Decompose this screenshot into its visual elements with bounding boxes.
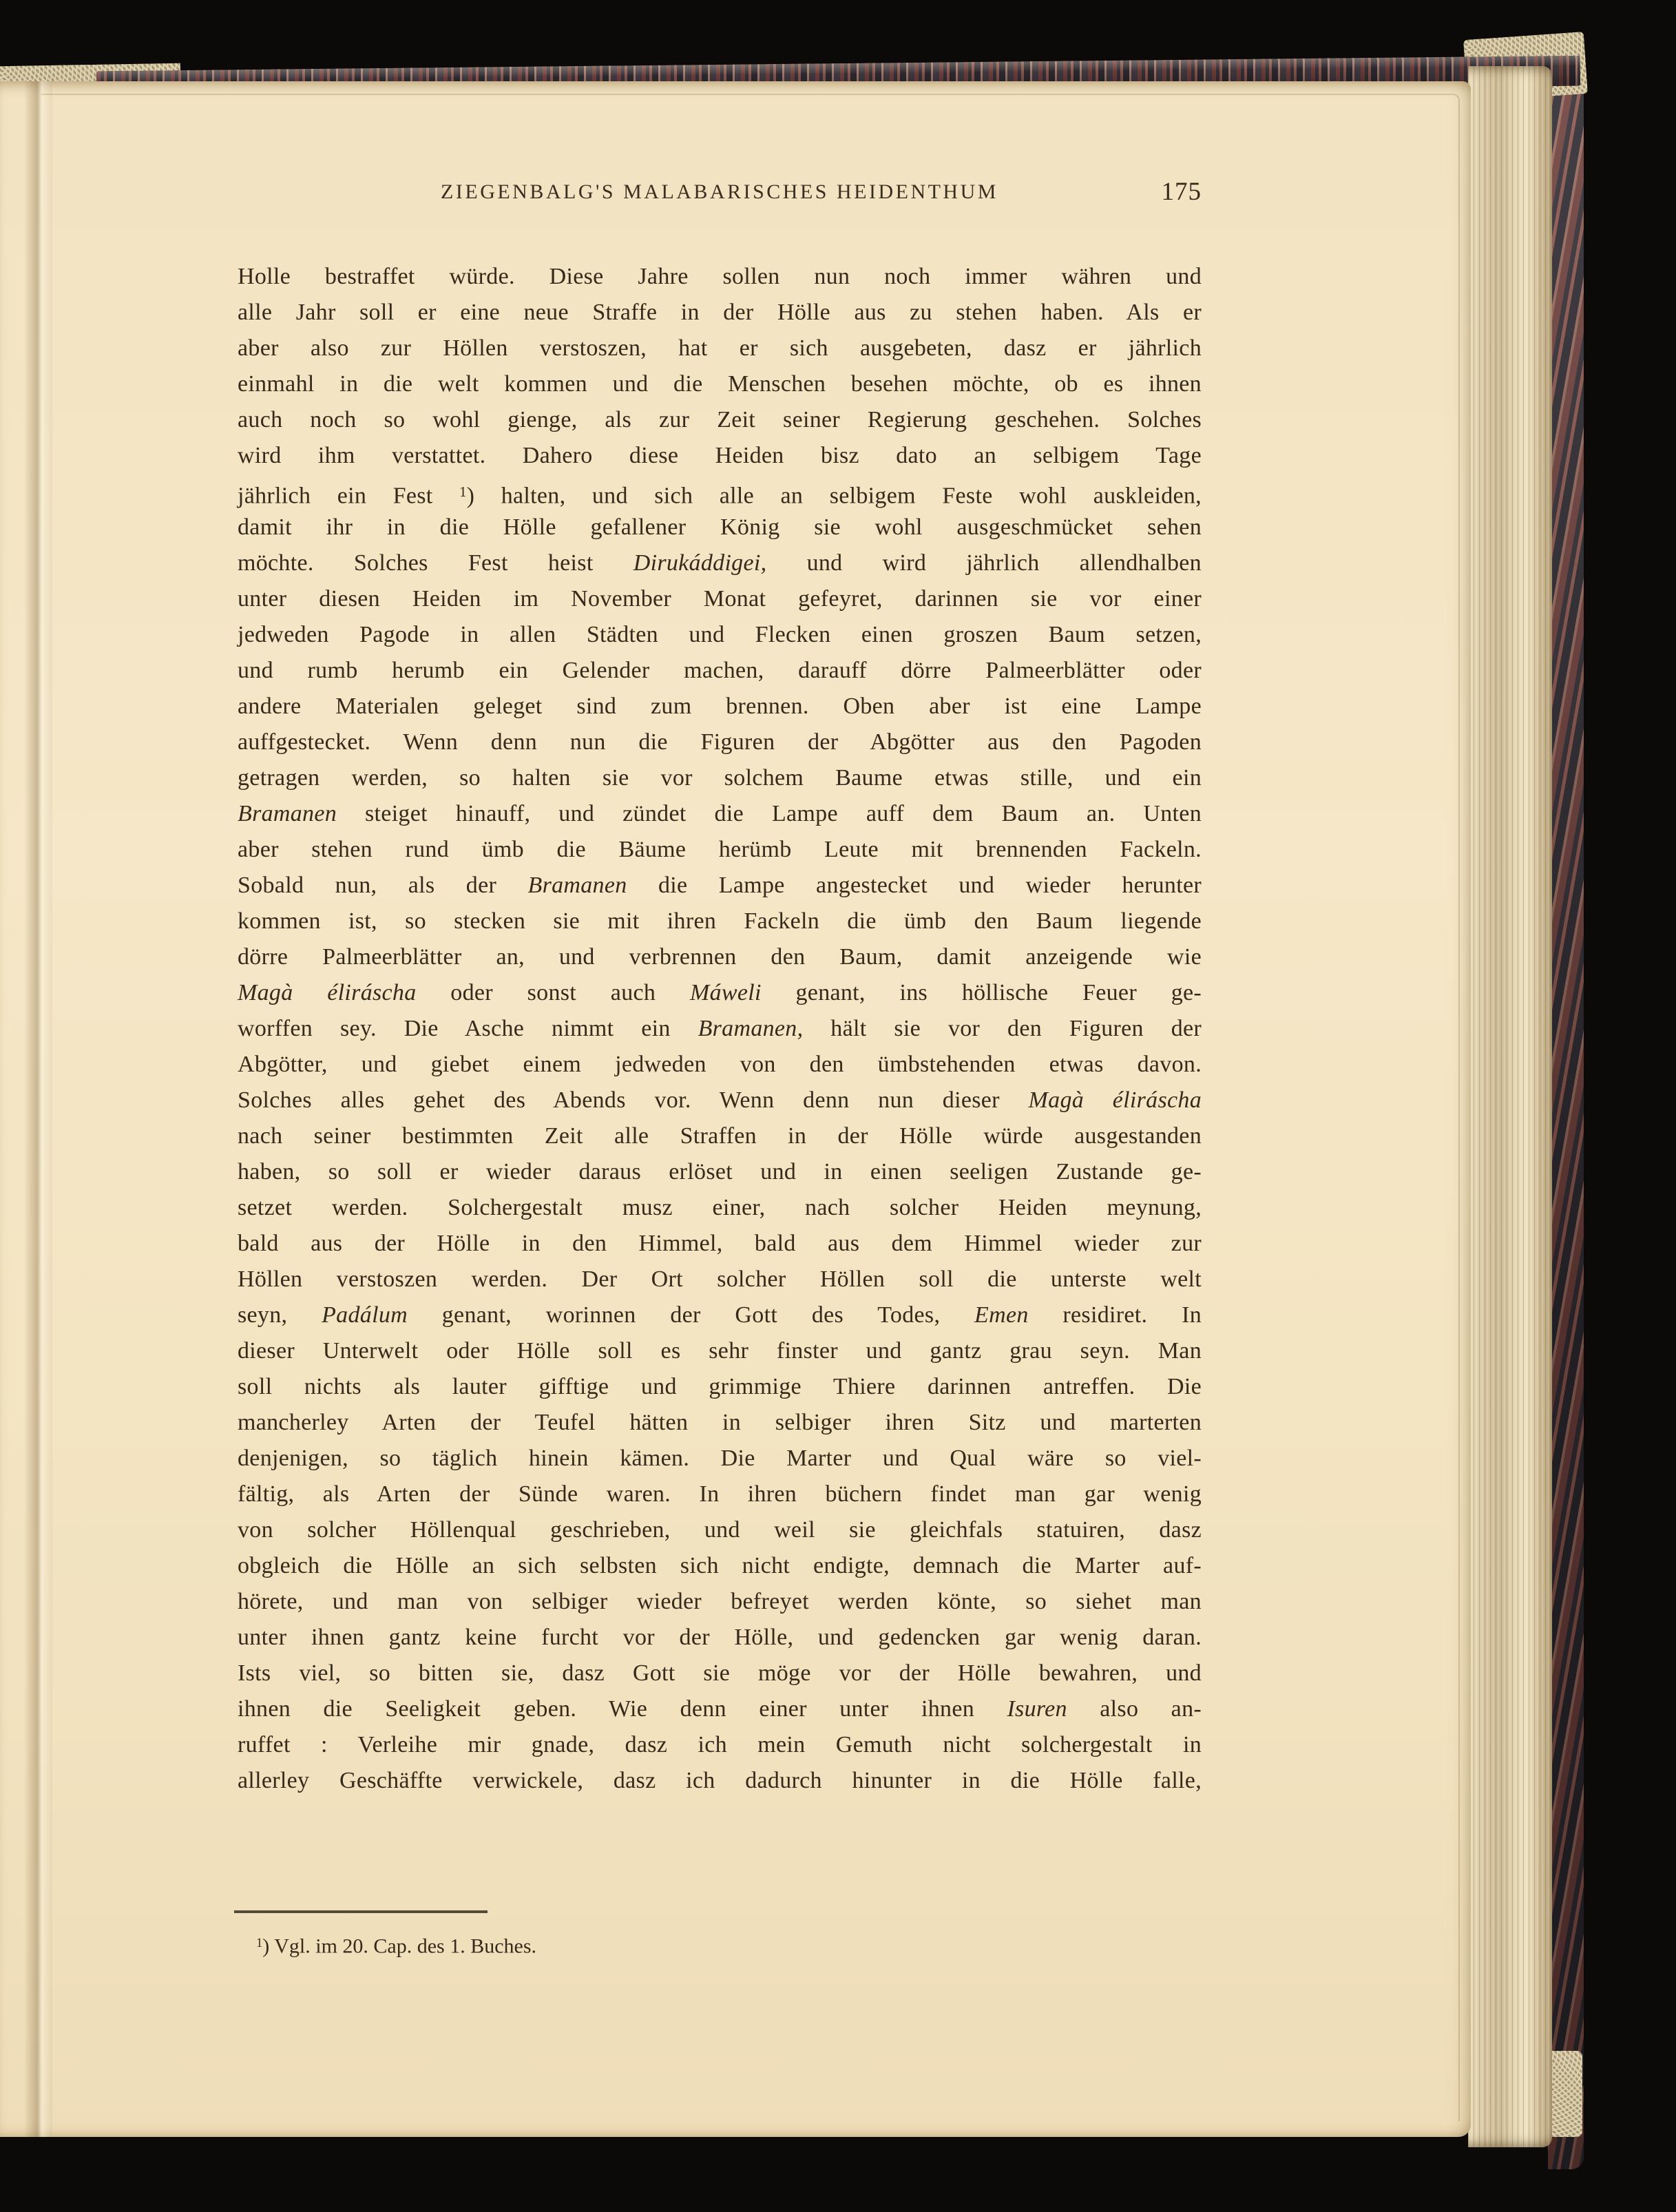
text-line: aber also zur Höllen verstoszen, hat er sich ausgebeten, dasz er jährlich bbox=[238, 335, 1202, 361]
text-line: hörete, und man von selbiger wieder befreyet werden könte, so siehet man bbox=[238, 1589, 1202, 1614]
text-line: Solches alles gehet des Abends vor. Wenn denn nun dieser Magà éliráscha bbox=[238, 1087, 1202, 1113]
body-text bbox=[238, 259, 1202, 1799]
text-line: Höllen verstoszen werden. Der Ort solcher Höllen soll die unterste welt bbox=[238, 1266, 1202, 1292]
text-line: auffgestecket. Wenn denn nun die Figuren der Abgötter aus den Pagoden bbox=[238, 729, 1202, 755]
page-number: 175 bbox=[1161, 178, 1202, 206]
text-line: mancherley Arten der Teufel hätten in selbiger ihren Sitz und marterten bbox=[238, 1410, 1202, 1435]
text-line: haben, so soll er wieder daraus erlöset und in einen seeligen Zustande ge- bbox=[238, 1159, 1202, 1185]
text-line: jährlich ein Fest $^1$) halten, und sich alle an selbigem Feste wohl auskleiden, bbox=[238, 483, 1202, 509]
footnote-text: $^1$) Vgl. im 20. Cap. des 1. Buches. bbox=[256, 1934, 537, 1958]
text-line: soll nichts als lauter gifftige und grimmige Thiere darinnen antreffen. Die bbox=[238, 1374, 1202, 1399]
text-line: dörre Palmeerblätter an, und verbrennen den Baum, damit anzeigende wie bbox=[238, 944, 1202, 970]
text-line: Bramanen steiget hinauff, und zündet die Lampe auff dem Baum an. Unten bbox=[238, 801, 1202, 826]
text-line: seyn, Padálum genant, worinnen der Gott des Todes, Emen residiret. In bbox=[238, 1302, 1202, 1328]
text-line: von solcher Höllenqual geschrieben, und weil sie gleichfals statuiren, dasz bbox=[238, 1517, 1202, 1543]
running-header-title: ZIEGENBALG'S MALABARISCHES HEIDENTHUM bbox=[441, 180, 998, 203]
text-line: nach seiner bestimmten Zeit alle Straffen in der Hölle würde ausgestanden bbox=[238, 1123, 1202, 1149]
text-line: Magà éliráscha oder sonst auch Máweli genant, ins höllische Feuer ge- bbox=[238, 980, 1202, 1005]
text-line: ihnen die Seeligkeit geben. Wie denn einer unter ihnen Isuren also an- bbox=[238, 1696, 1202, 1722]
text-line: denjenigen, so täglich hinein kämen. Die Marter und Qual wäre so viel- bbox=[238, 1446, 1202, 1471]
text-line: ruffet : Verleihe mir gnade, dasz ich mein Gemuth nicht solchergestalt in bbox=[238, 1732, 1202, 1757]
text-line: und rumb herumb ein Gelender machen, darauff dörre Palmeerblätter oder bbox=[238, 658, 1202, 683]
text-line: unter ihnen gantz keine furcht vor der Hölle, und gedencken gar wenig daran. bbox=[238, 1625, 1202, 1650]
text-line: worffen sey. Die Asche nimmt ein Bramanen, hält sie vor den Figuren der bbox=[238, 1016, 1202, 1041]
text-line: möchte. Solches Fest heist Dirukáddigei, und wird jährlich allendhalben bbox=[238, 550, 1202, 576]
text-line: damit ihr in die Hölle gefallener König sie wohl ausgeschmücket sehen bbox=[238, 514, 1202, 540]
text-line: andere Materialen geleget sind zum brennen. Oben aber ist eine Lampe bbox=[238, 693, 1202, 719]
text-line: setzet werden. Solchergestalt musz einer, nach solcher Heiden meynung, bbox=[238, 1195, 1202, 1220]
text-line: allerley Geschäffte verwickele, dasz ich dadurch hinunter in die Hölle falle, bbox=[238, 1768, 1202, 1793]
text-line: bald aus der Hölle in den Himmel, bald aus dem Himmel wieder zur bbox=[238, 1231, 1202, 1256]
text-line: fältig, als Arten der Sünde waren. In ihren büchern findet man gar wenig bbox=[238, 1481, 1202, 1507]
text-line: einmahl in die welt kommen und die Menschen besehen möchte, ob es ihnen bbox=[238, 371, 1202, 397]
text-line: Sobald nun, als der Bramanen die Lampe angestecket und wieder herunter bbox=[238, 873, 1202, 898]
text-line: wird ihm verstattet. Dahero diese Heiden bisz dato an selbigem Tage bbox=[238, 443, 1202, 468]
footnote-rule bbox=[234, 1910, 488, 1913]
text-line: kommen ist, so stecken sie mit ihren Fackeln die ümb den Baum liegende bbox=[238, 908, 1202, 934]
text-line: dieser Unterwelt oder Hölle soll es sehr finster und gantz grau seyn. Man bbox=[238, 1338, 1202, 1364]
text-line: Holle bestraffet würde. Diese Jahre sollen nun noch immer währen und bbox=[238, 264, 1202, 289]
text-line: jedweden Pagode in allen Städten und Flecken einen groszen Baum setzen, bbox=[238, 622, 1202, 647]
text-line: auch noch so wohl gienge, als zur Zeit seiner Regierung geschehen. Solches bbox=[238, 407, 1202, 432]
text-line: Abgötter, und giebet einem jedweden von den ümbstehenden etwas davon. bbox=[238, 1052, 1202, 1077]
text-line: Ists viel, so bitten sie, dasz Gott sie möge vor der Hölle bewahren, und bbox=[238, 1660, 1202, 1686]
running-header bbox=[238, 176, 1202, 208]
text-line: unter diesen Heiden im November Monat gefeyret, darinnen sie vor einer bbox=[238, 586, 1202, 612]
text-line: getragen werden, so halten sie vor solchem Baume etwas stille, und ein bbox=[238, 765, 1202, 791]
text-line: alle Jahr soll er eine neue Straffe in der Hölle aus zu stehen haben. Als er bbox=[238, 300, 1202, 325]
text-line: obgleich die Hölle an sich selbsten sich nicht endigte, demnach die Marter auf- bbox=[238, 1553, 1202, 1578]
text-line: aber stehen rund ümb die Bäume herümb Leute mit brennenden Fackeln. bbox=[238, 837, 1202, 862]
